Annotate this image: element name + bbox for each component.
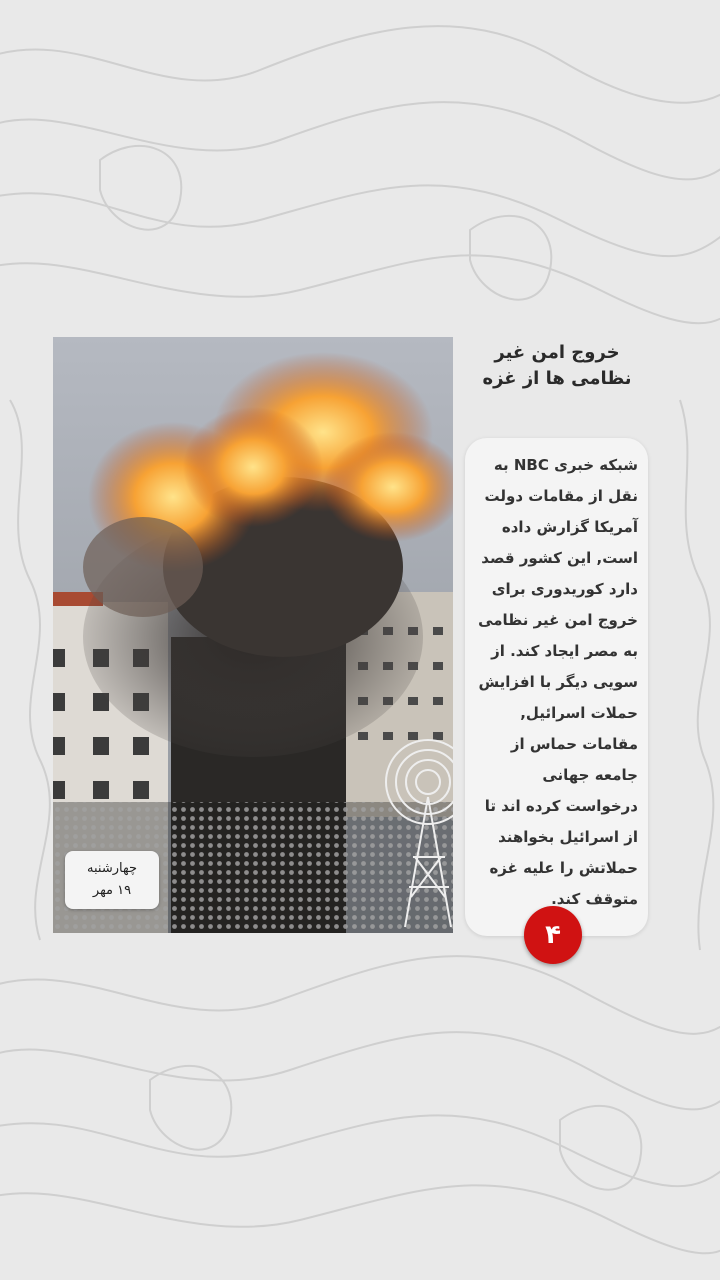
news-headline: خروج امن غیر نظامی ها از غزه <box>482 342 632 389</box>
news-body-card <box>465 438 648 936</box>
page-number-badge: ۴ <box>524 906 582 964</box>
date-badge <box>65 851 159 909</box>
date-weekday: چهارشنبه <box>87 861 137 876</box>
explosion-photo <box>53 337 453 933</box>
news-body-text: شبکه خبری NBC به نقل از مقامات دولت آمریکا گزارش داده است, این کشور قصد دارد کوریدوری برای خروج امن غیر نظامی به مصر ایجاد کند. از سویی دیگر با افزایش حملات اسرائیل, مقامات حماس از جامعه جهانی درخواست کرده اند تا از اسرائیل بخواهند حملاتش را علیه غزه متوقف کند. <box>478 456 638 908</box>
date-day-month: ۱۹ مهر <box>92 883 132 898</box>
